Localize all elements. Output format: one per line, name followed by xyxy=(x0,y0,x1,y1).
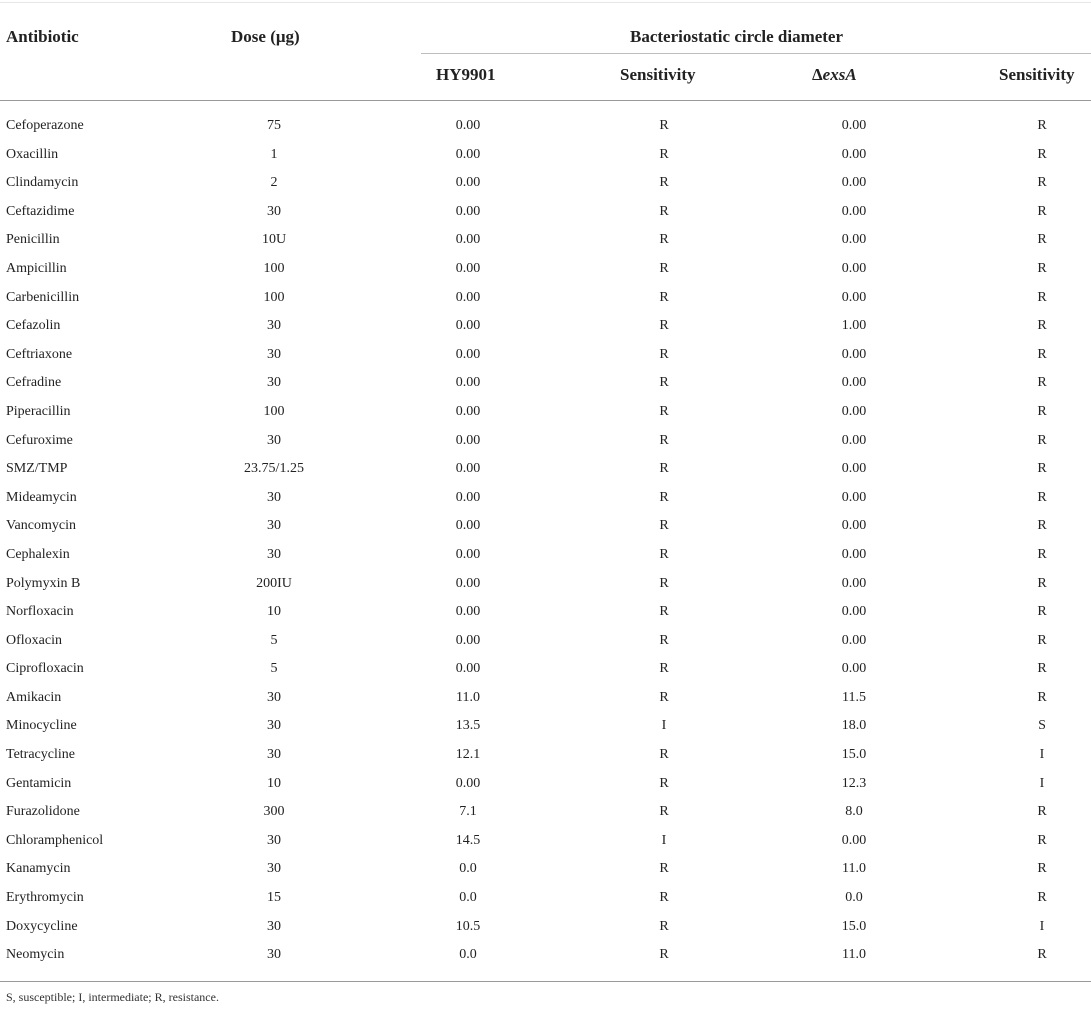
table-body xyxy=(0,112,1091,970)
exsa-diameter: 0.00 xyxy=(841,604,867,620)
table-row xyxy=(0,284,1091,313)
exsa-sensitivity: R xyxy=(1037,232,1047,248)
exsa-diameter: 0.00 xyxy=(841,632,867,648)
hy9901-sensitivity: R xyxy=(659,146,669,162)
antibiotic-name: Clindamycin xyxy=(6,175,79,191)
exsa-diameter: 0.00 xyxy=(841,432,867,448)
antibiotic-name: Mideamycin xyxy=(6,489,77,505)
antibiotic-name: Ceftriaxone xyxy=(6,346,73,362)
table-row xyxy=(0,741,1091,770)
antibiotic-name: Carbenicillin xyxy=(6,289,80,305)
exsa-sensitivity: R xyxy=(1037,461,1047,477)
header-sensitivity-hy9901: Sensitivity xyxy=(620,65,696,84)
hy9901-sensitivity: R xyxy=(659,518,669,534)
hy9901-sensitivity: R xyxy=(659,689,669,705)
antibiotic-name: Polymyxin B xyxy=(6,575,81,591)
hy9901-sensitivity: R xyxy=(659,260,669,276)
antibiotic-name: Piperacillin xyxy=(6,403,71,419)
exsa-sensitivity: R xyxy=(1037,861,1047,877)
exsa-diameter: 0.0 xyxy=(845,890,863,906)
hy9901-diameter: 13.5 xyxy=(455,718,481,734)
table-row xyxy=(0,712,1091,741)
hy9901-sensitivity: R xyxy=(659,918,669,934)
antibiotic-name: Minocycline xyxy=(6,718,77,734)
table-row xyxy=(0,884,1091,913)
dose-value: 30 xyxy=(267,832,281,848)
hy9901-diameter: 0.00 xyxy=(455,175,481,191)
hy9901-diameter: 0.00 xyxy=(455,232,481,248)
exsa-sensitivity: R xyxy=(1037,689,1047,705)
table-row xyxy=(0,512,1091,541)
table-row xyxy=(0,226,1091,255)
antibiotic-name: Penicillin xyxy=(6,232,60,248)
exsa-sensitivity: I xyxy=(1039,775,1045,791)
hy9901-sensitivity: R xyxy=(659,632,669,648)
exsa-diameter: 0.00 xyxy=(841,146,867,162)
exsa-sensitivity: R xyxy=(1037,604,1047,620)
exsa-diameter: 0.00 xyxy=(841,203,867,219)
dose-value: 200IU xyxy=(256,575,292,591)
dose-value: 30 xyxy=(267,718,281,734)
hy9901-sensitivity: R xyxy=(659,546,669,562)
hy9901-diameter: 14.5 xyxy=(455,832,481,848)
exsa-sensitivity: R xyxy=(1037,575,1047,591)
table-row xyxy=(0,369,1091,398)
antibiotic-name: Cefuroxime xyxy=(6,432,73,448)
header-dose: Dose (μg) xyxy=(231,27,300,46)
hy9901-sensitivity: R xyxy=(659,890,669,906)
table-row xyxy=(0,427,1091,456)
antibiotic-name: Ampicillin xyxy=(6,260,67,276)
table-row xyxy=(0,255,1091,284)
hy9901-sensitivity: R xyxy=(659,403,669,419)
exsa-sensitivity: R xyxy=(1037,947,1047,963)
antibiotic-name: Furazolidone xyxy=(6,804,80,820)
exsa-label: exsA xyxy=(822,65,857,84)
hy9901-sensitivity: R xyxy=(659,604,669,620)
hy9901-diameter: 7.1 xyxy=(459,804,477,820)
top-rule xyxy=(0,2,1091,3)
exsa-sensitivity: S xyxy=(1038,718,1046,734)
exsa-diameter: 0.00 xyxy=(841,575,867,591)
antibiotic-name: Gentamicin xyxy=(6,775,72,791)
hy9901-sensitivity: I xyxy=(661,832,667,848)
exsa-sensitivity: I xyxy=(1039,747,1045,763)
bottom-rule xyxy=(0,981,1091,982)
exsa-diameter: 8.0 xyxy=(845,804,863,820)
exsa-diameter: 0.00 xyxy=(841,546,867,562)
dose-value: 30 xyxy=(267,689,281,705)
dose-value: 10U xyxy=(261,232,287,248)
hy9901-diameter: 0.00 xyxy=(455,432,481,448)
hy9901-diameter: 0.00 xyxy=(455,375,481,391)
table-row xyxy=(0,941,1091,970)
hy9901-sensitivity: R xyxy=(659,118,669,133)
hy9901-diameter: 0.00 xyxy=(455,289,481,305)
header-bacteriostatic-circle-diameter: Bacteriostatic circle diameter xyxy=(630,27,844,46)
dose-value: 30 xyxy=(267,747,281,763)
table-row xyxy=(0,684,1091,713)
exsa-diameter: 0.00 xyxy=(841,118,867,133)
exsa-sensitivity: I xyxy=(1039,918,1045,934)
table-row xyxy=(0,141,1091,170)
hy9901-diameter: 0.00 xyxy=(455,146,481,162)
exsa-diameter: 0.00 xyxy=(841,661,867,677)
table-row xyxy=(0,198,1091,227)
antibiotic-name: Cephalexin xyxy=(6,546,70,562)
exsa-diameter: 0.00 xyxy=(841,232,867,248)
hy9901-diameter: 0.0 xyxy=(459,861,477,877)
hy9901-sensitivity: R xyxy=(659,203,669,219)
antibiotic-name: Norfloxacin xyxy=(6,604,74,620)
table-row xyxy=(0,827,1091,856)
dose-value: 30 xyxy=(267,546,281,562)
hy9901-diameter: 12.1 xyxy=(455,747,481,763)
dose-value: 30 xyxy=(267,203,281,219)
exsa-diameter: 15.0 xyxy=(841,918,867,934)
dose-value: 100 xyxy=(263,260,285,276)
table-row xyxy=(0,570,1091,599)
dose-value: 30 xyxy=(267,861,281,877)
exsa-sensitivity: R xyxy=(1037,832,1047,848)
exsa-diameter: 12.3 xyxy=(841,775,867,791)
dose-value: 100 xyxy=(263,289,285,305)
hy9901-sensitivity: R xyxy=(659,232,669,248)
antibiotic-name: Chloramphenicol xyxy=(6,832,104,848)
antibiotic-name: Erythromycin xyxy=(6,890,84,906)
exsa-sensitivity: R xyxy=(1037,546,1047,562)
table-row xyxy=(0,341,1091,370)
exsa-sensitivity: R xyxy=(1037,518,1047,534)
dose-value: 30 xyxy=(267,918,281,934)
dose-value: 5 xyxy=(270,661,278,677)
hy9901-diameter: 0.00 xyxy=(455,575,481,591)
dose-value: 30 xyxy=(267,318,281,334)
hy9901-sensitivity: R xyxy=(659,575,669,591)
antibiotic-name: Oxacillin xyxy=(6,146,59,162)
antibiotic-name: Cefoperazone xyxy=(6,118,84,133)
exsa-sensitivity: R xyxy=(1037,146,1047,162)
antibiotic-name: Tetracycline xyxy=(6,747,75,763)
header-antibiotic: Antibiotic xyxy=(6,27,79,46)
antibiotic-name: Ceftazidime xyxy=(6,203,75,219)
hy9901-diameter: 0.00 xyxy=(455,203,481,219)
table-row xyxy=(0,798,1091,827)
exsa-diameter: 0.00 xyxy=(841,489,867,505)
table-row xyxy=(0,598,1091,627)
hy9901-sensitivity: R xyxy=(659,375,669,391)
hy9901-sensitivity: R xyxy=(659,489,669,505)
antibiotic-name: Doxycycline xyxy=(6,918,78,934)
antibiotic-name: Amikacin xyxy=(6,689,62,705)
table-row xyxy=(0,655,1091,684)
hy9901-diameter: 0.00 xyxy=(455,489,481,505)
dose-value: 75 xyxy=(267,118,281,133)
hy9901-sensitivity: R xyxy=(659,461,669,477)
hy9901-diameter: 0.00 xyxy=(455,346,481,362)
dose-value: 100 xyxy=(263,403,285,419)
hy9901-diameter: 0.00 xyxy=(455,318,481,334)
table-row xyxy=(0,770,1091,799)
exsa-diameter: 0.00 xyxy=(841,175,867,191)
header-hy9901: HY9901 xyxy=(436,65,496,84)
hy9901-sensitivity: R xyxy=(659,432,669,448)
exsa-sensitivity: R xyxy=(1037,632,1047,648)
hy9901-diameter: 0.00 xyxy=(455,118,481,133)
exsa-sensitivity: R xyxy=(1037,432,1047,448)
table-row xyxy=(0,312,1091,341)
hy9901-diameter: 0.0 xyxy=(459,947,477,963)
exsa-diameter: 0.00 xyxy=(841,832,867,848)
table-row xyxy=(0,855,1091,884)
table-row xyxy=(0,455,1091,484)
hy9901-diameter: 11.0 xyxy=(456,689,480,705)
antibiotic-name: Kanamycin xyxy=(6,861,71,877)
table-row xyxy=(0,169,1091,198)
exsa-diameter: 11.0 xyxy=(842,947,866,963)
exsa-diameter: 11.5 xyxy=(842,689,866,705)
exsa-diameter: 0.00 xyxy=(841,403,867,419)
antibiotic-name: SMZ/TMP xyxy=(6,461,68,477)
hy9901-sensitivity: I xyxy=(661,718,667,734)
exsa-sensitivity: R xyxy=(1037,375,1047,391)
dose-value: 30 xyxy=(267,375,281,391)
hy9901-diameter: 0.00 xyxy=(455,604,481,620)
exsa-diameter: 11.0 xyxy=(842,861,866,877)
hy9901-sensitivity: R xyxy=(659,175,669,191)
dose-value: 2 xyxy=(270,175,278,191)
hy9901-sensitivity: R xyxy=(659,747,669,763)
exsa-diameter: 0.00 xyxy=(841,289,867,305)
exsa-sensitivity: R xyxy=(1037,346,1047,362)
table-row xyxy=(0,398,1091,427)
hy9901-diameter: 0.0 xyxy=(459,890,477,906)
antibiotic-name: Cefazolin xyxy=(6,318,61,334)
hy9901-diameter: 0.00 xyxy=(455,632,481,648)
hy9901-sensitivity: R xyxy=(659,289,669,305)
exsa-diameter: 18.0 xyxy=(841,718,867,734)
exsa-diameter: 1.00 xyxy=(841,318,867,334)
exsa-sensitivity: R xyxy=(1037,118,1047,133)
exsa-sensitivity: R xyxy=(1037,203,1047,219)
group-underline xyxy=(421,53,1091,54)
header-delta-exsa xyxy=(812,65,857,85)
antibiotic-name: Ciprofloxacin xyxy=(6,661,84,677)
exsa-sensitivity: R xyxy=(1037,804,1047,820)
dose-value: 30 xyxy=(267,518,281,534)
header-sensitivity-exsa: Sensitivity xyxy=(999,65,1075,84)
exsa-sensitivity: R xyxy=(1037,661,1047,677)
header-rule xyxy=(0,100,1091,101)
hy9901-sensitivity: R xyxy=(659,804,669,820)
dose-value: 30 xyxy=(267,947,281,963)
dose-value: 30 xyxy=(267,346,281,362)
dose-value: 5 xyxy=(270,632,278,648)
table-row xyxy=(0,112,1091,141)
dose-value: 30 xyxy=(267,432,281,448)
hy9901-diameter: 10.5 xyxy=(455,918,481,934)
dose-value: 300 xyxy=(263,804,285,820)
footnote: S, susceptible; I, intermediate; R, resistance. xyxy=(6,990,219,1004)
hy9901-sensitivity: R xyxy=(659,947,669,963)
hy9901-diameter: 0.00 xyxy=(455,546,481,562)
hy9901-diameter: 0.00 xyxy=(455,403,481,419)
table-row xyxy=(0,541,1091,570)
dose-value: 10 xyxy=(267,604,281,620)
exsa-diameter: 0.00 xyxy=(841,518,867,534)
antibiotic-name: Ofloxacin xyxy=(6,632,62,648)
hy9901-diameter: 0.00 xyxy=(455,661,481,677)
exsa-diameter: 0.00 xyxy=(841,461,867,477)
hy9901-sensitivity: R xyxy=(659,661,669,677)
exsa-sensitivity: R xyxy=(1037,289,1047,305)
exsa-sensitivity: R xyxy=(1037,175,1047,191)
antibiotic-name: Vancomycin xyxy=(6,518,76,534)
exsa-diameter: 0.00 xyxy=(841,346,867,362)
hy9901-sensitivity: R xyxy=(659,318,669,334)
exsa-sensitivity: R xyxy=(1037,403,1047,419)
hy9901-diameter: 0.00 xyxy=(455,260,481,276)
dose-value: 1 xyxy=(270,146,278,162)
antibiotic-name: Cefradine xyxy=(6,375,62,391)
hy9901-sensitivity: R xyxy=(659,346,669,362)
antibiotic-name: Neomycin xyxy=(6,947,65,963)
hy9901-sensitivity: R xyxy=(659,775,669,791)
exsa-diameter: 15.0 xyxy=(841,747,867,763)
hy9901-diameter: 0.00 xyxy=(455,461,481,477)
table-row xyxy=(0,484,1091,513)
dose-value: 15 xyxy=(267,890,281,906)
exsa-diameter: 0.00 xyxy=(841,375,867,391)
hy9901-diameter: 0.00 xyxy=(455,518,481,534)
exsa-sensitivity: R xyxy=(1037,318,1047,334)
hy9901-sensitivity: R xyxy=(659,861,669,877)
delta-symbol: Δ xyxy=(812,65,823,84)
exsa-sensitivity: R xyxy=(1037,890,1047,906)
hy9901-diameter: 0.00 xyxy=(455,775,481,791)
table-row xyxy=(0,627,1091,656)
exsa-sensitivity: R xyxy=(1037,260,1047,276)
exsa-diameter: 0.00 xyxy=(841,260,867,276)
dose-value: 10 xyxy=(267,775,281,791)
dose-value: 23.75/1.25 xyxy=(244,461,304,477)
table-row xyxy=(0,913,1091,942)
dose-value: 30 xyxy=(267,489,281,505)
exsa-sensitivity: R xyxy=(1037,489,1047,505)
